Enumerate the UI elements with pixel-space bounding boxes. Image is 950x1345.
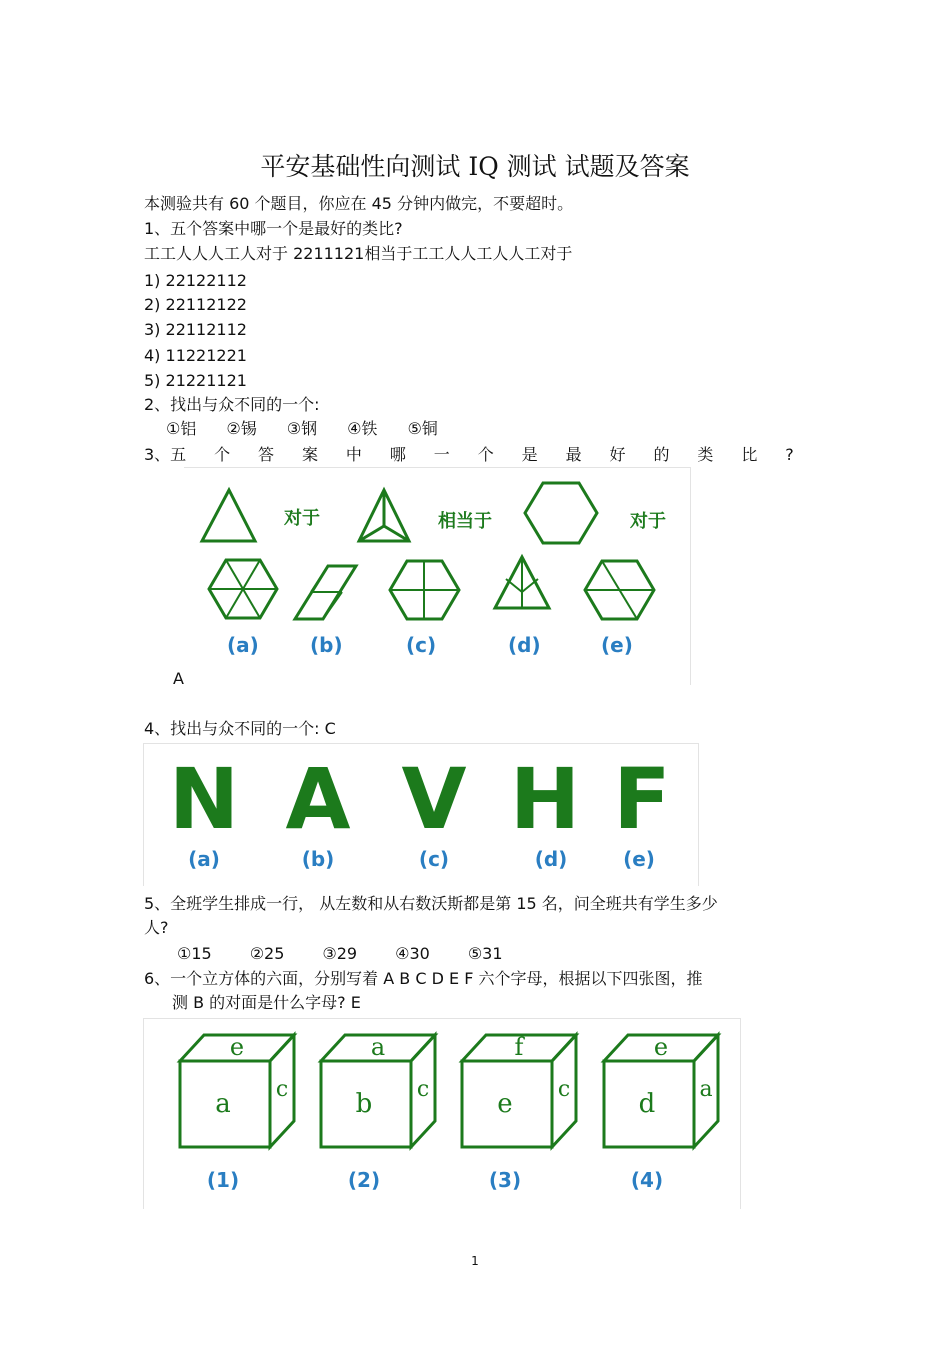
q2-option: ②锡 [226,419,257,438]
q3-figure-svg [184,468,690,685]
page-title: 平安基础性向测试 IQ 测试 试题及答案 [260,152,690,181]
option-label: (c) [406,633,437,657]
q4-figure-svg [144,744,698,886]
option-a-hexagon-star [209,560,277,618]
cube-label: (4) [630,1168,664,1192]
q1-option: 4) 11221221 [144,346,247,365]
cube-side-letter: c [557,1077,571,1102]
cube-4 [604,1033,718,1192]
q5-question-line2: 人? [144,918,169,937]
q5-question-line1: 5、全班学生排成一行， 从左数和从右数沃斯都是第 15 名，问全班共有学生多少 [144,894,718,913]
q3-answer: A [173,669,184,688]
cube-label: (1) [206,1168,240,1192]
option-d-triangle-spokes [495,557,549,608]
q1-option: 5) 21221121 [144,371,247,390]
q2-option: ①铝 [166,419,197,438]
option-label: (e) [601,633,633,657]
q5-option: ③29 [322,944,358,963]
letter: F [613,750,671,848]
option-label: (a) [188,847,220,871]
q1-option: 2) 22112122 [144,295,247,314]
cube-top-letter: f [514,1033,524,1061]
letter: H [509,750,581,848]
cube-front-letter: b [355,1089,373,1119]
q6-question-line2: 测 B 的对面是什么字母? E [172,993,361,1012]
option-label: (c) [418,847,450,871]
option-label: (a) [227,633,259,657]
cube-label: (2) [347,1168,381,1192]
hexagon-shape [525,483,597,543]
q2-option: ⑤铜 [407,419,438,438]
cube-front-letter: d [638,1089,656,1119]
q3-figure [184,467,691,685]
option-label: (d) [534,847,568,871]
option-e-hexagon-cube [585,561,654,619]
q4-question: 4、找出与众不同的一个: C [144,719,336,738]
cube-1 [180,1033,294,1192]
q5-option: ①15 [177,944,212,963]
cube-3 [462,1033,576,1192]
q6-question-line1: 6、一个立方体的六面，分别写着 A B C D E F 六个字母，根据以下四张图，推 [144,969,703,988]
cube-label: (3) [488,1168,522,1192]
q2-option: ③钢 [286,419,318,438]
option-label: (b) [301,847,335,871]
q2-options [166,419,468,439]
q2-option: ④铁 [347,419,378,438]
cube-side-letter: c [275,1077,289,1102]
fig-word: 对于 [630,511,666,532]
option-b-parallelograms [295,566,356,619]
page-number: 1 [471,1254,479,1268]
cube-front-letter: a [215,1089,231,1119]
option-label: (d) [508,633,541,657]
cube-top-letter: e [229,1033,245,1061]
cube-top-letter: e [653,1033,669,1061]
q1-option: 1) 22122112 [144,271,247,290]
option-c-hexagon-cross [390,561,459,619]
q6-figure [143,1018,741,1209]
q1-question: 1、五个答案中哪一个是最好的类比? [144,219,403,238]
cube-side-letter: a [699,1077,713,1102]
q1-stem: 工工人人人工人对于 2211121相当于工工人人工人人工对于 [144,244,573,263]
q5-option: ②25 [249,944,285,963]
q2-question: 2、找出与众不同的一个: [144,395,320,414]
fig-word: 对于 [284,508,320,529]
option-label: (b) [310,633,343,657]
q4-figure [143,743,699,886]
q3-question: 3、五 个 答 案 中 哪 一 个 是 最 好 的 类 比 ? [144,445,794,464]
cube-side-letter: c [416,1077,430,1102]
letter: N [168,750,240,848]
letter: V [401,750,467,848]
triangle-with-spokes-shape [359,490,409,541]
triangle-shape [202,490,255,541]
q1-option: 3) 22112112 [144,320,247,339]
q6-figure-svg [144,1019,740,1209]
cube-2 [321,1033,435,1192]
intro-text: 本测验共有 60 个题目，你应在 45 分钟内做完，不要超时。 [144,194,574,213]
option-label: (e) [623,847,655,871]
q5-option: ④30 [395,944,430,963]
q5-options [177,944,533,964]
cube-top-letter: a [370,1033,386,1061]
letter: A [285,750,351,848]
fig-word: 相当于 [438,511,492,532]
cube-front-letter: e [497,1089,513,1119]
q5-option: ⑤31 [467,944,503,963]
